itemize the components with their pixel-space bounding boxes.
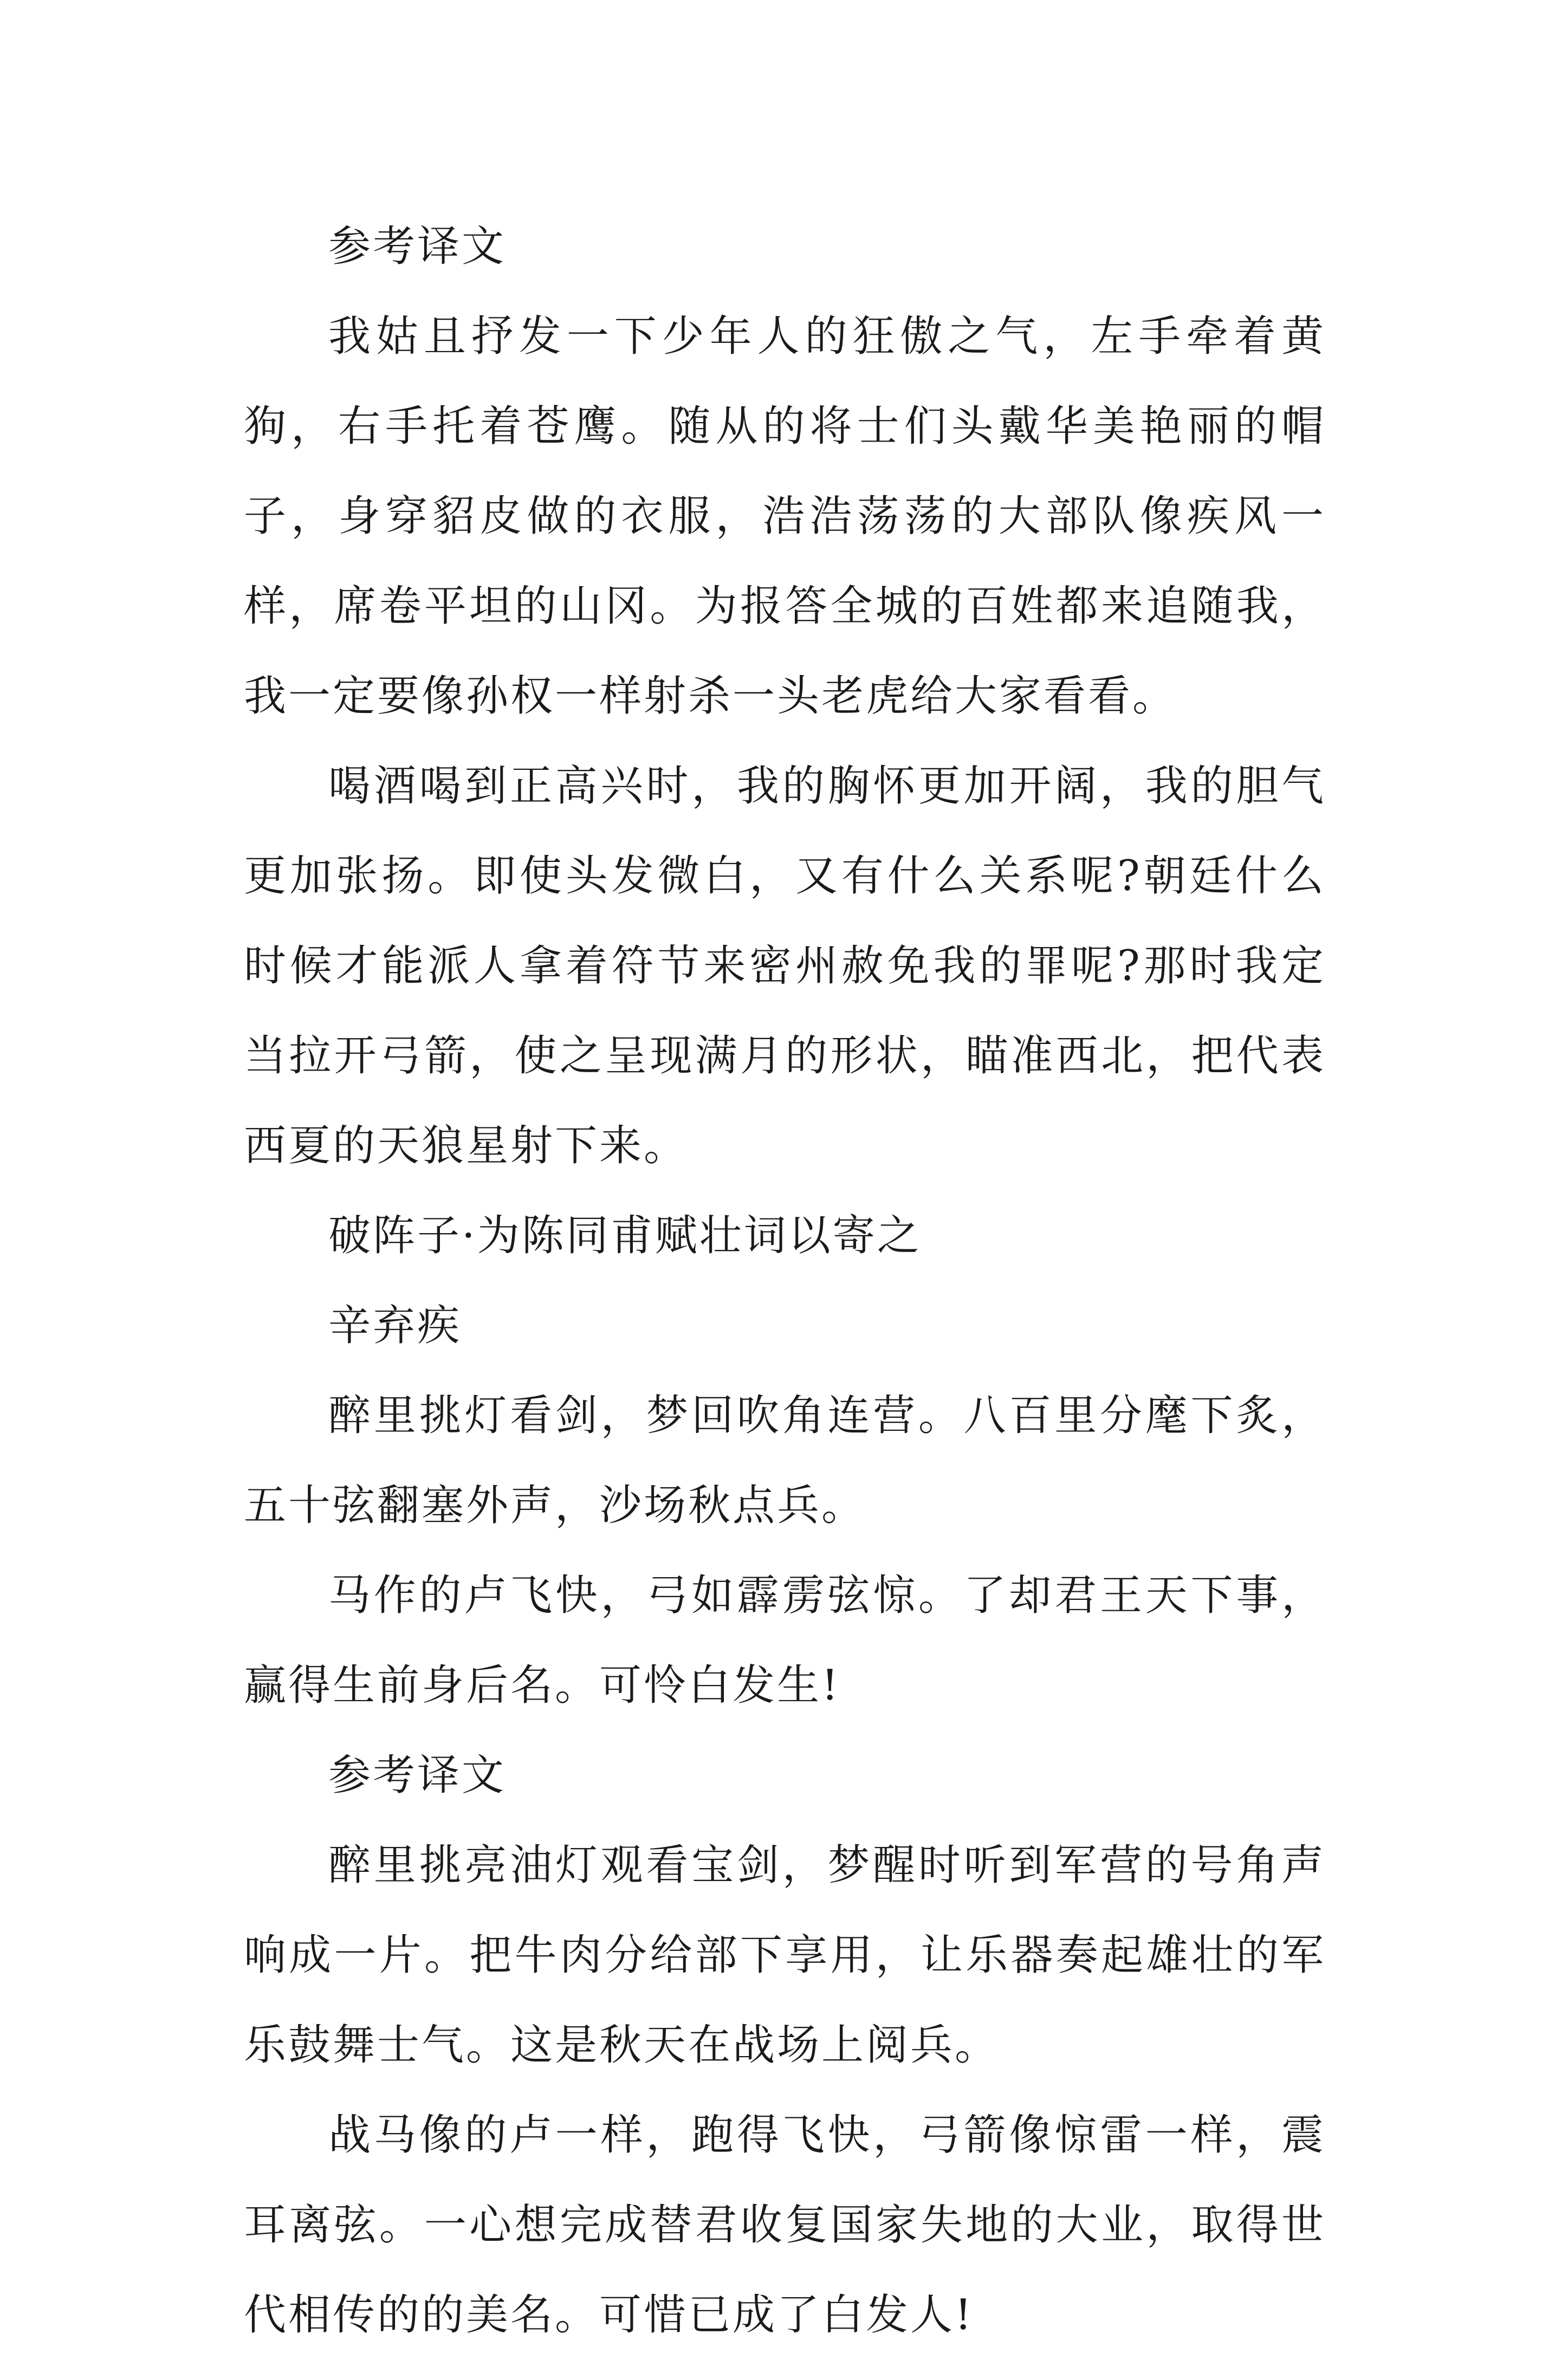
poem-title: 破阵子·为陈同甫赋壮词以寄之: [328, 1211, 922, 1260]
translation-paragraph-4: 战马像的卢一样，跑得飞快，弓箭像惊雷一样，震耳离弦。一心想完成替君收复国家失地的大业，取得世代相传的的美名。可惜已成了白发人!: [244, 2111, 1326, 2339]
translation-paragraph-2: 喝酒喝到正高兴时，我的胸怀更加开阔，我的胆气更加张扬。即使头发微白，又有什么关系呢?朝廷什么时候才能派人拿着符节来密州赦免我的罪呢?那时我定当拉开弓箭，使之呈现满月的形状，瞄准西北，把代表西夏的天狼星射下来。: [244, 762, 1326, 1170]
document-body: [244, 202, 1326, 2360]
translation-paragraph-1: 我姑且抒发一下少年人的狂傲之气，左手牵着黄狗，右手托着苍鹰。随从的将士们头戴华美艳丽的帽子，身穿貂皮做的衣服，浩浩荡荡的大部队像疾风一样，席卷平坦的山冈。为报答全城的百姓都来追随我，我一定要像孙权一样射杀一头老虎给大家看看。: [244, 312, 1326, 721]
poem-stanza-1: 醉里挑灯看剑，梦回吹角连营。八百里分麾下炙，五十弦翻塞外声，沙场秋点兵。: [244, 1391, 1326, 1530]
translation-heading-1: 参考译文: [328, 222, 507, 271]
translation-heading-2: 参考译文: [328, 1751, 507, 1800]
poem-stanza-2: 马作的卢飞快，弓如霹雳弦惊。了却君王天下事，赢得生前身后名。可怜白发生!: [244, 1571, 1326, 1710]
poem-author: 辛弃疾: [328, 1301, 462, 1350]
translation-paragraph-3: 醉里挑亮油灯观看宝剑，梦醒时听到军营的号角声响成一片。把牛肉分给部下享用，让乐器奏起雄壮的军乐鼓舞士气。这是秋天在战场上阅兵。: [244, 1841, 1326, 2070]
